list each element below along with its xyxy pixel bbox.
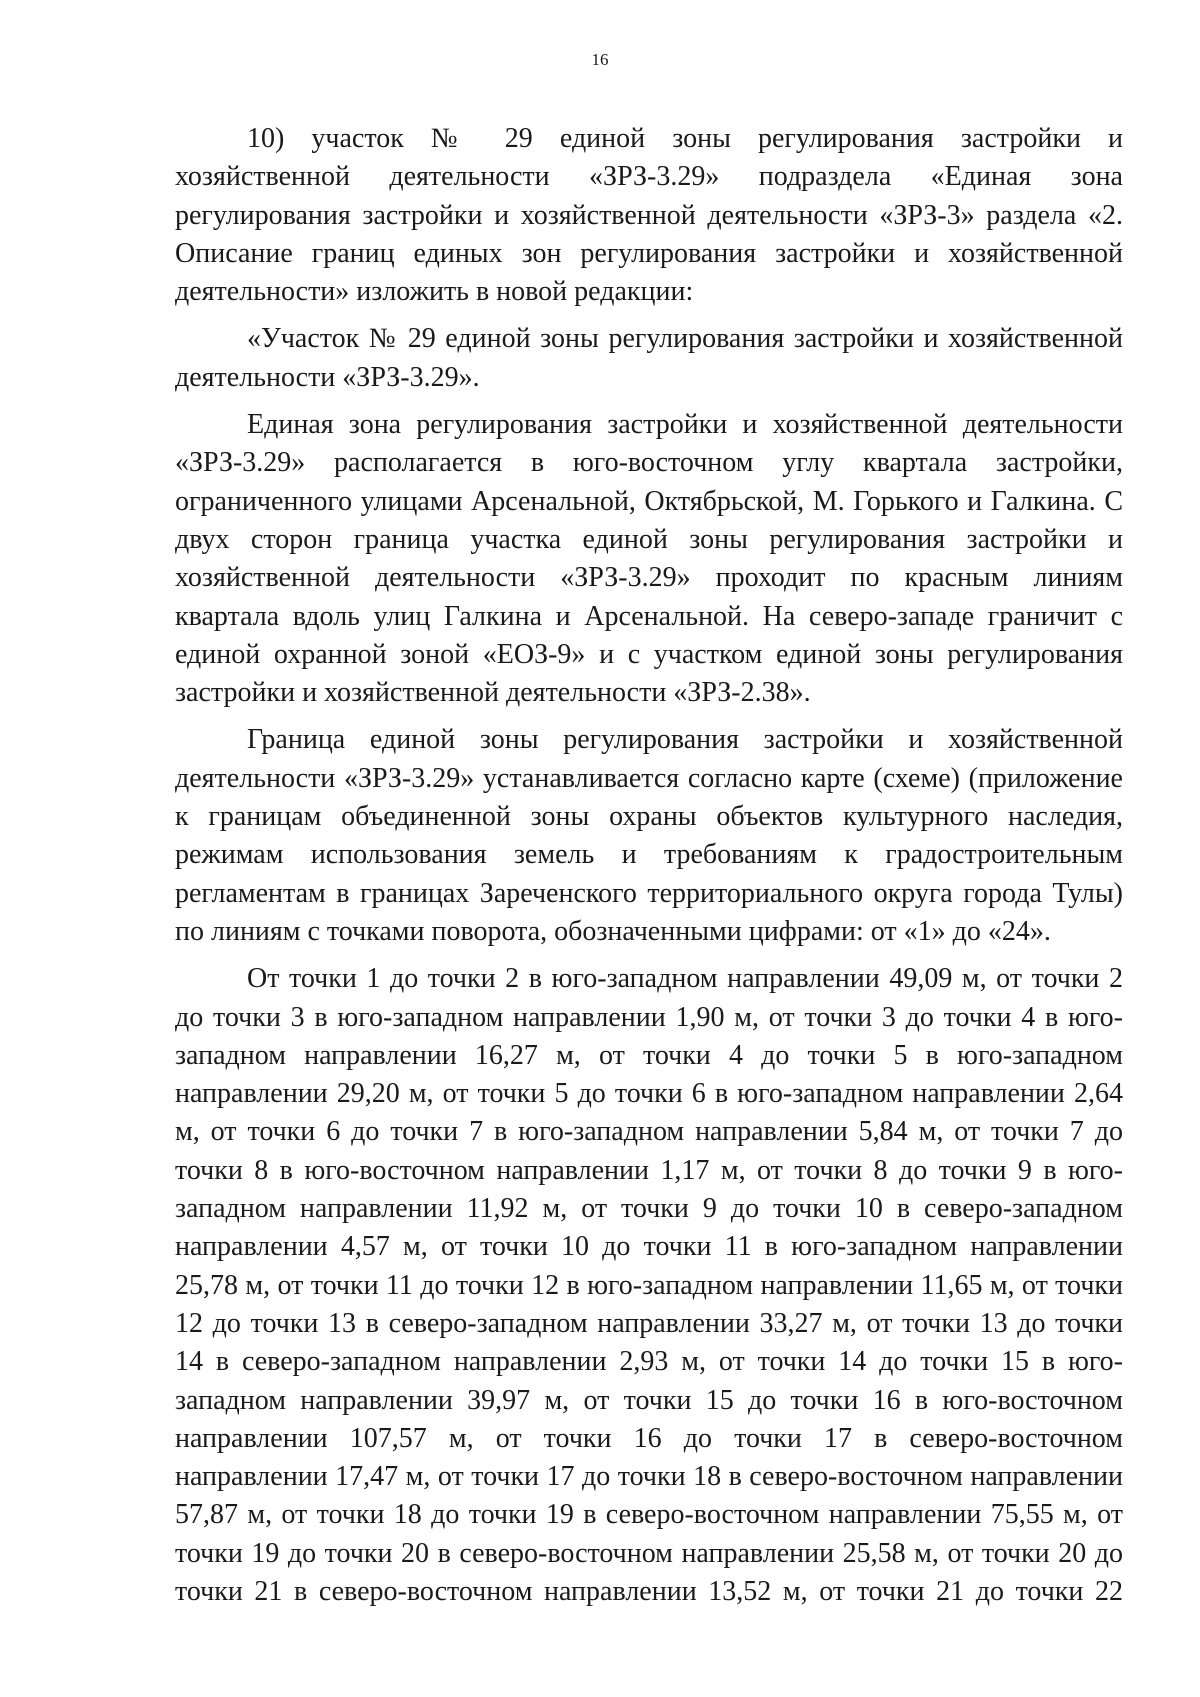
paragraph-zone-location: Единая зона регулирования застройки и хозяйственной деятельности «ЗРЗ-3.29» располагается в юго-восточном углу квартала застройки, ограниченного улицами Арсенальной, Октябрьской, М. Горького и Галкина. С двух сторон граница участка единой зоны регулирования застройки и хозяйственной деятельности «ЗРЗ-3.29» проходит по красным линиям квартала вдоль улиц Галкина и Арсенальной. На северо-западе граничит с единой охранной зоной «ЕОЗ-9» и с участком единой зоны регулирования застройки и хозяйственной деятельности «ЗРЗ-2.38». bbox=[175, 409, 1123, 709]
paragraph-boundary-definition: Граница единой зоны регулирования застройки и хозяйственной деятельности «ЗРЗ-3.29» устанавливается согласно карте (схеме) (приложение к границам объединенной зоны охраны объектов культурного наследия, режимам использования земель и требованиям к градостроительным регламентам в границах Зареченского территориального округа города Тулы) по линиям с точками поворота, обозначенными цифрами: от «1» до «24». bbox=[175, 724, 1123, 947]
page-number: 16 bbox=[591, 50, 609, 69]
document-body bbox=[175, 120, 1123, 1611]
paragraph-boundary-points: От точки 1 до точки 2 в юго-западном направлении 49,09 м, от точки 2 до точки 3 в юго-западном направлении 1,90 м, от точки 3 до точки 4 в юго-западном направлении 16,27 м, от точки 4 до точки 5 в юго-западном направлении 29,20 м, от точки 5 до точки 6 в юго-западном направлении 2,64 м, от точки 6 до точки 7 в юго-западном направлении 5,84 м, от точки 7 до точки 8 в юго-восточном направлении 1,17 м, от точки 8 до точки 9 в юго-западном направлении 11,92 м, от точки 9 до точки 10 в северо-западном направлении 4,57 м, от точки 10 до точки 11 в юго-западном направлении 25,78 м, от точки 11 до точки 12 в юго-западном направлении 11,65 м, от точки 12 до точки 13 в северо-западном направлении 33,27 м, от точки 13 до точки 14 в северо-западном направлении 2,93 м, от точки 14 до точки 15 в юго-западном направлении 39,97 м, от точки 15 до точки 16 в юго-восточном направлении 107,57 м, от точки 16 до точки 17 в северо-восточном направлении 17,47 м, от точки 17 до точки 18 в северо-восточном направлении 57,87 м, от точки 18 до точки 19 в северо-восточном направлении 75,55 м, от точки 19 до точки 20 в северо-восточном направлении 25,58 м, от точки 20 до точки 21 в северо-восточном направлении 13,52 м, от точки 21 до точки 22 bbox=[175, 963, 1123, 1607]
paragraph-section-heading: «Участок № 29 единой зоны регулирования застройки и хозяйственной деятельности «ЗРЗ-3.29». bbox=[175, 323, 1123, 393]
paragraph-amendment-item-10: 10) участок № 29 единой зоны регулирования застройки и хозяйственной деятельности «ЗРЗ-3.29» подраздела «Единая зона регулирования застройки и хозяйственной деятельности «ЗРЗ-3» раздела «2. Описание границ единых зон регулирования застройки и хозяйственной деятельности» изложить в новой редакции: bbox=[175, 123, 1123, 308]
